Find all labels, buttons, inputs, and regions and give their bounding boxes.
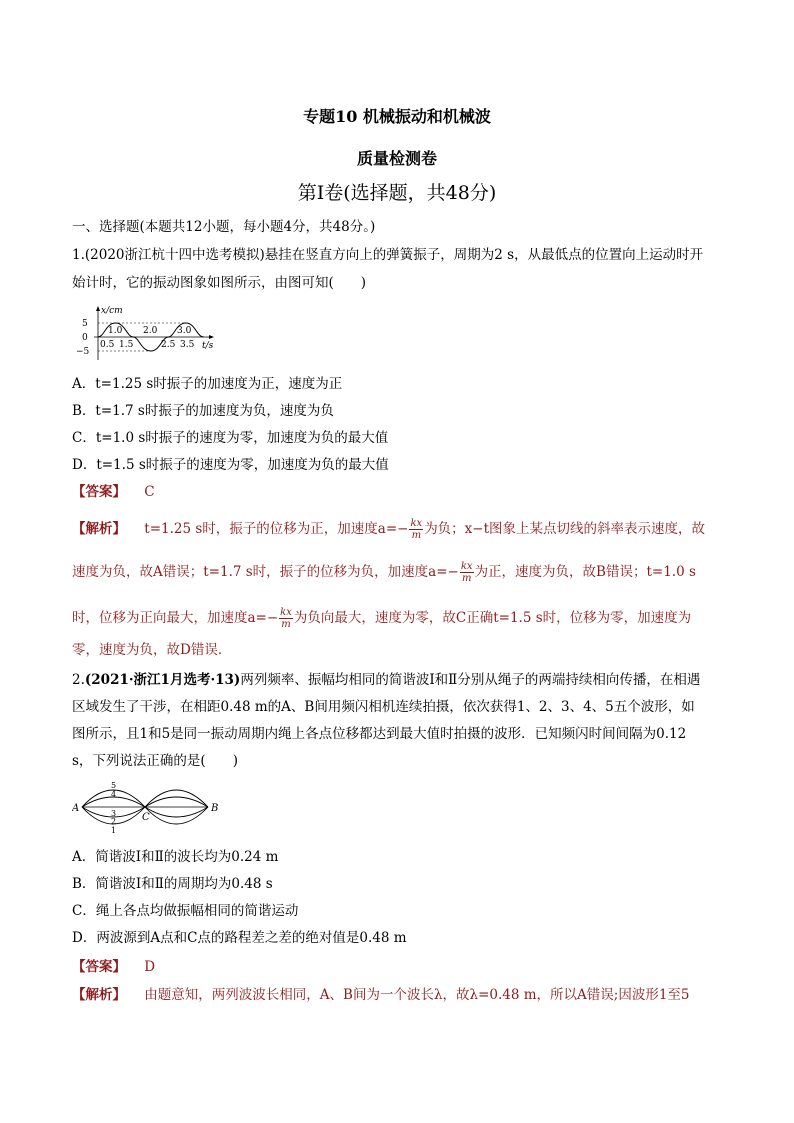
answer-value: D xyxy=(144,959,156,975)
ytick-neg5: −5 xyxy=(76,347,90,357)
answer-label: 【答案】 xyxy=(72,959,126,975)
analysis-text: 由题意知，两列波波长相同，A、B间为一个波长λ，故λ=0.48 m，所以A错误;因波形1至5 xyxy=(144,987,690,1003)
ytick-5: 5 xyxy=(82,319,88,329)
q1-option-c: C．t=1.0 s时振子的速度为零，加速度为负的最大值 xyxy=(72,430,389,446)
q2-answer xyxy=(72,957,155,977)
volume-title: 第Ⅰ卷(选择题，共48分) xyxy=(297,182,497,204)
label-4: 4 xyxy=(111,790,117,799)
point-c-label: C xyxy=(142,812,150,823)
q1-stem-line1: 1.(2020浙江杭十四中选考模拟)悬挂在竖直方向上的弹簧振子，周期为2 s，从最低点的位置向上运动时开 xyxy=(72,247,704,263)
answer-value: C xyxy=(144,484,155,500)
answer-label: 【答案】 xyxy=(72,484,126,500)
analysis-text: 速度为负，故A错误；t=1.7 s时，振子的位移为负，加速度a=− xyxy=(72,564,459,580)
section-heading: 一、选择题(本题共12小题，每小题4分，共48分。) xyxy=(72,219,376,235)
analysis-text: 时，位移为正向最大，加速度a=− xyxy=(72,610,279,626)
q1-analysis-line2 xyxy=(72,561,696,584)
q2-option-a: A．简谐波Ⅰ和Ⅱ的波长均为0.24 m xyxy=(72,849,279,865)
tick-3-0: 3.0 xyxy=(177,326,192,336)
waveform-4 xyxy=(82,797,208,807)
q2-analysis-line1 xyxy=(72,985,690,1005)
fraction-kx-over-m: $\frac{kx}{m}$ xyxy=(460,561,473,584)
analysis-label: 【解析】 xyxy=(72,987,126,1003)
analysis-text: 为正，速度为负，故B错误；t=1.0 s xyxy=(474,564,696,580)
ytick-0: 0 xyxy=(82,333,88,343)
analysis-text: t=1.25 s时，振子的位移为正，加速度a=− xyxy=(144,521,409,537)
q2-option-d: D．两波源到A点和C点的路程差之差的绝对值是0.48 m xyxy=(72,930,407,946)
q1-analysis-line4: 零，速度为负，故D错误． xyxy=(72,642,232,658)
fraction-kx-over-m: $\frac{kx}{m}$ xyxy=(410,518,423,541)
y-axis-label: x/cm xyxy=(101,306,123,316)
y-axis-arrow xyxy=(96,306,100,311)
label-3: 3 xyxy=(111,809,117,818)
q2-wave-figure xyxy=(72,778,224,836)
analysis-label: 【解析】 xyxy=(72,521,126,537)
x-axis-label: t/s xyxy=(202,341,214,351)
topic-title: 专题10 机械振动和机械波 xyxy=(303,107,491,126)
q1-vibration-graph xyxy=(72,304,222,362)
tick-0-5: 0.5 xyxy=(100,340,115,350)
q1-option-a: A．t=1.25 s时振子的加速度为正，速度为正 xyxy=(72,376,343,392)
tick-3-5: 3.5 xyxy=(180,340,195,350)
q2-stem-line1: 2.(2021·浙江1月选考·13)两列频率、振幅均相同的简谐波Ⅰ和Ⅱ分别从绳子的两端持续相向传播，在相遇 xyxy=(72,672,701,688)
analysis-text: 为负；x−t图象上某点切线的斜率表示速度，故 xyxy=(424,521,706,537)
q2-option-c: C．绳上各点均做振幅相同的简谐运动 xyxy=(72,903,299,919)
q1-option-d: D．t=1.5 s时振子的速度为零，加速度为负的最大值 xyxy=(72,457,389,473)
test-title: 质量检测卷 xyxy=(356,149,437,168)
q1-stem-line2: 始计时，它的振动图象如图所示，由图可知( ) xyxy=(72,275,367,291)
analysis-text: 为负向最大，速度为零，故C正确t=1.5 s时，位移为零，加速度为 xyxy=(293,610,692,626)
q2-stem-line2: 区域发生了干涉，在相距0.48 m的A、B间用频闪相机连续拍摄，依次获得1、2、3、4、5五个波形，如 xyxy=(72,699,695,715)
q2-option-b: B．简谐波Ⅰ和Ⅱ的周期均为0.48 s xyxy=(72,876,273,892)
q2-stem-line4: s，下列说法正确的是( ) xyxy=(72,753,238,769)
q1-answer xyxy=(72,482,155,502)
point-b-label: B xyxy=(211,803,219,814)
q1-option-b: B．t=1.7 s时振子的加速度为负，速度为负 xyxy=(72,403,334,419)
label-2: 2 xyxy=(111,817,117,826)
fraction-kx-over-m: $\frac{kx}{m}$ xyxy=(280,607,292,630)
label-1: 1 xyxy=(111,826,117,835)
q1-analysis-line3 xyxy=(72,607,691,630)
q2-stem-line3: 图所示，且1和5是同一振动周期内绳上各点位移都达到最大值时拍摄的波形．已知频闪时间间隔为0.12 xyxy=(72,726,687,742)
tick-1-0: 1.0 xyxy=(108,326,123,336)
tick-1-5: 1.5 xyxy=(119,340,134,350)
x-axis-arrow xyxy=(209,335,214,339)
tick-2-5: 2.5 xyxy=(161,340,176,350)
point-a-label: A xyxy=(72,803,80,814)
q2-source: (2021·浙江1月选考·13) xyxy=(84,672,241,688)
q1-analysis-line1 xyxy=(72,518,705,541)
tick-2-0: 2.0 xyxy=(143,326,158,336)
label-5: 5 xyxy=(111,781,117,790)
